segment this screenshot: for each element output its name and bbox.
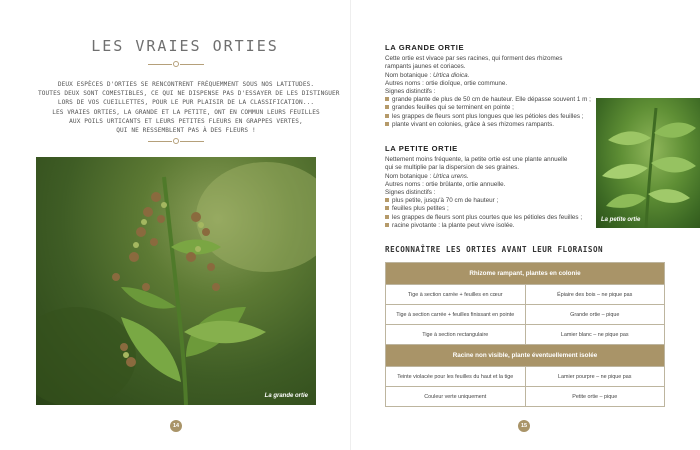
botanical-name [385, 72, 595, 80]
small-nettle-illustration [596, 98, 700, 228]
table-row [386, 325, 665, 345]
bullet-item: feuilles plus petites ; [385, 205, 595, 213]
description-line: qui se multiplie par la dispersion de ses graines. [385, 164, 520, 172]
result-cell: Lamier blanc – ne pique pas [525, 325, 665, 345]
grande-ortie-section [385, 44, 595, 129]
intro-line: QUI NE RESSEMBLENT PAS À DES FLEURS ! [116, 127, 256, 135]
bullet-item: grandes feuilles qui se terminent en pointe ; [385, 104, 595, 112]
grande-ortie-photo [36, 157, 316, 405]
bullet-item: les grappes de fleurs sont plus courtes que les pétioles des feuilles ; [385, 214, 595, 222]
result-cell: Épiaire des bois – ne pique pas [525, 285, 665, 305]
result-cell: Grande ortie – pique [525, 305, 665, 325]
page-number: 14 [170, 420, 182, 432]
other-names: Autres noms : ortie dioïque, ortie commune. [385, 79, 508, 87]
table-group-header [386, 345, 665, 367]
table-row [386, 285, 665, 305]
criteria-cell: Teinte violacée pour les feuilles du haut et la tige [386, 367, 526, 387]
page-number: 15 [518, 420, 530, 432]
bullet-item: plus petite, jusqu'à 70 cm de hauteur ; [385, 197, 595, 205]
signs-label: Signes distinctifs : [385, 88, 436, 96]
bullet-item: les grappes de fleurs sont plus longues que les pétioles des feuilles ; [385, 113, 595, 121]
table-group-header [386, 263, 665, 285]
latin-name: Urtica urens. [432, 172, 469, 180]
intro-line: LES VRAIES ORTIES, LA GRANDE ET LA PETITE, ONT EN COMMUN LEURS FEUILLES [52, 108, 320, 116]
signs-label: Signes distinctifs : [385, 189, 436, 197]
intro-line: DEUX ESPÈCES D'ORTIES SE RENCONTRENT FRÉQUEMMENT SOUS NOS LATITUDES. [57, 81, 315, 88]
criteria-cell: Tige à section rectangulaire [386, 325, 526, 345]
page-spine [350, 0, 351, 450]
section-heading: LA PETITE ORTIE [385, 144, 458, 153]
other-names: Autres noms : ortie brûlante, ortie annuelle. [385, 180, 506, 188]
petite-ortie-section [385, 145, 595, 230]
photo-caption: La grande ortie [264, 393, 308, 399]
section-heading: LA GRANDE ORTIE [385, 43, 465, 52]
botanical-label: Nom botanique : [385, 172, 433, 180]
title-ornament [148, 61, 204, 67]
table-row [386, 387, 665, 407]
nettle-illustration [36, 157, 316, 405]
bullet-item: plante vivant en colonies, grâce à ses rhizomes rampants. [385, 121, 595, 129]
result-cell: Lamier pourpre – ne pique pas [525, 367, 665, 387]
group-header-cell: Racine non visible, plante éventuellement isolée [386, 345, 665, 367]
criteria-cell: Tige à section carrée + feuilles finissant en pointe [386, 305, 526, 325]
result-cell: Petite ortie – pique [525, 387, 665, 407]
photo-caption: La petite ortie [601, 217, 641, 223]
intro-ornament [148, 138, 204, 144]
criteria-cell: Couleur verte uniquement [386, 387, 526, 407]
bullet-item: racine pivotante : la plante peut vivre isolée. [385, 222, 595, 230]
group-header-cell: Rhizome rampant, plantes en colonie [386, 263, 665, 285]
intro-line: TOUTES DEUX SONT COMESTIBLES, CE QUI NE DISPENSE PAS D'ESSAYER DE LES DISTINGUER [38, 90, 340, 98]
description-line: Nettement moins fréquente, la petite ortie est une plante annuelle [385, 156, 568, 164]
botanical-label: Nom botanique : [385, 71, 433, 79]
intro-line: LORS DE VOS CUEILLETTES, POUR LE PUR PLAISIR DE LA CLASSIFICATION... [57, 99, 315, 107]
petite-ortie-photo [596, 98, 700, 228]
latin-name: Urtica dioica. [432, 71, 470, 79]
intro-text [38, 80, 340, 135]
description-line: rampants jaunes et coriaces. [385, 63, 466, 71]
criteria-cell: Tige à section carrée + feuilles en cœur [386, 285, 526, 305]
table-row [386, 305, 665, 325]
page-title: LES VRAIES ORTIES [91, 37, 279, 55]
table-row [386, 367, 665, 387]
intro-line: AUX POILS URTICANTS ET LEURS PETITES FLEURS EN GRAPPES VERTES, [69, 117, 303, 125]
botanical-name [385, 173, 595, 181]
bullet-item: grande plante de plus de 50 cm de hauteur. Elle dépasse souvent 1 m ; [385, 96, 595, 104]
table-title: RECONNAÎTRE LES ORTIES AVANT LEUR FLORAISON [385, 245, 604, 254]
description-line: Cette ortie est vivace par ses racines, qui forment des rhizomes [385, 55, 563, 63]
identification-table [385, 262, 665, 407]
